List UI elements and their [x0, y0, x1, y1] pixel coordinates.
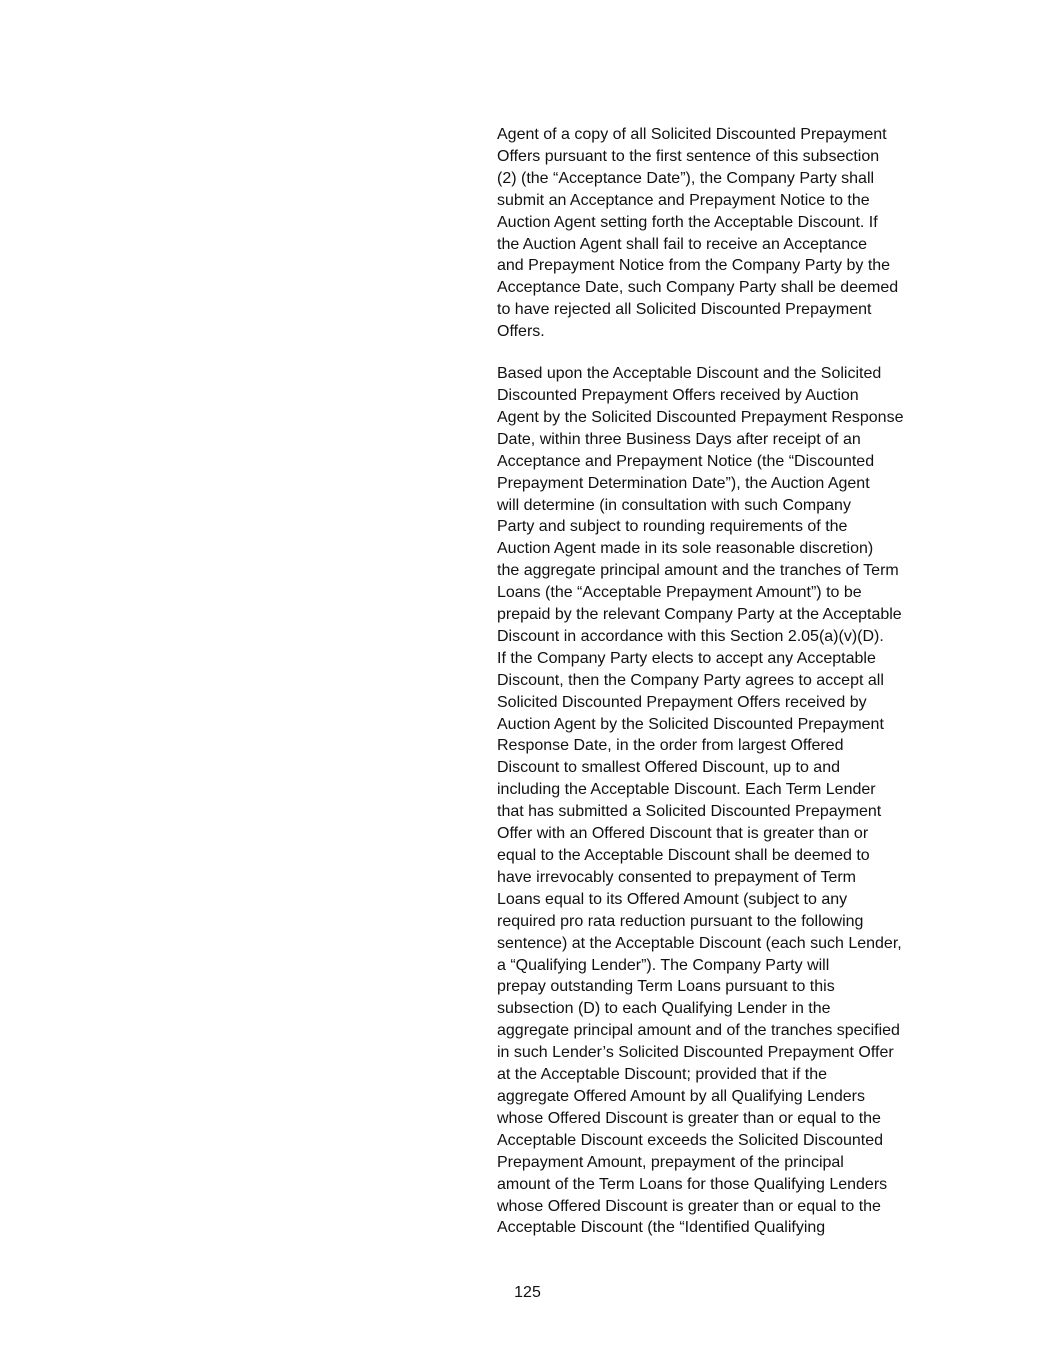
- text-line: Based upon the Acceptable Discount and the Solicited: [497, 365, 882, 383]
- text-line: amount of the Term Loans for those Qualifying Lenders: [497, 1175, 888, 1193]
- text-line: sentence) at the Acceptable Discount (each such Lender,: [497, 934, 902, 952]
- text-line: the aggregate principal amount and the tranches of Term: [497, 562, 899, 580]
- text-line: Acceptance Date, such Company Party shall be deemed: [497, 279, 899, 297]
- text-line: Agent of a copy of all Solicited Discounted Prepayment: [497, 126, 887, 143]
- text-line: Auction Agent by the Solicited Discounted Prepayment: [497, 715, 884, 733]
- text-line: Response Date, in the order from largest Offered: [497, 737, 844, 755]
- text-line: in such Lender’s Solicited Discounted Prepayment Offer: [497, 1044, 894, 1062]
- text-line: Discount in accordance with this Section 2.05(a)(v)(D).: [497, 627, 884, 645]
- text-line: prepaid by the relevant Company Party at the Acceptable: [497, 606, 902, 624]
- text-line: Prepayment Determination Date”), the Auction Agent: [497, 474, 870, 492]
- text-line: have irrevocably consented to prepayment of Term: [497, 868, 857, 886]
- text-line: that has submitted a Solicited Discounted Prepayment: [497, 803, 882, 821]
- text-line: Discounted Prepayment Offers received by Auction: [497, 386, 859, 404]
- text-line: including the Acceptable Discount. Each Term Lender: [497, 781, 876, 799]
- text-line: at the Acceptable Discount; provided that if the: [497, 1066, 827, 1084]
- text-line: equal to the Acceptable Discount shall be deemed to: [497, 847, 870, 864]
- text-line: aggregate principal amount and of the tranches specified: [497, 1022, 900, 1040]
- text-line: the Auction Agent shall fail to receive an Acceptance: [497, 235, 868, 253]
- text-line: required pro rata reduction pursuant to the following: [497, 912, 864, 930]
- page-number: 125: [514, 1284, 541, 1301]
- text-line: and Prepayment Notice from the Company Party by the: [497, 257, 891, 275]
- text-line: Agent by the Solicited Discounted Prepayment Response: [497, 408, 904, 426]
- text-line: prepay outstanding Term Loans pursuant to this: [497, 978, 835, 996]
- text-line: Solicited Discounted Prepayment Offers received by: [497, 693, 867, 711]
- text-line: aggregate Offered Amount by all Qualifying Lenders: [497, 1087, 865, 1105]
- text-line: Loans equal to its Offered Amount (subject to any: [497, 890, 848, 908]
- text-line: Acceptance and Prepayment Notice (the “Discounted: [497, 452, 875, 470]
- text-line: Date, within three Business Days after receipt of an: [497, 430, 861, 448]
- text-line: to have rejected all Solicited Discounted Prepayment: [497, 301, 872, 319]
- text-line: Prepayment Amount, prepayment of the principal: [497, 1153, 844, 1171]
- text-line: Acceptable Discount exceeds the Solicited Discounted: [497, 1131, 883, 1149]
- text-line: (2) (the “Acceptance Date”), the Company Party shall: [497, 169, 875, 187]
- paragraph-acceptable-prepayment: [497, 363, 937, 1239]
- text-line: Offers.: [497, 323, 545, 341]
- text-line: subsection (D) to each Qualifying Lender in the: [497, 1000, 831, 1018]
- text-line: Auction Agent made in its sole reasonable discretion): [497, 540, 874, 558]
- text-line: Loans (the “Acceptable Prepayment Amount”) to be: [497, 584, 862, 602]
- text-line: whose Offered Discount is greater than or equal to the: [497, 1197, 881, 1215]
- text-line: If the Company Party elects to accept any Acceptable: [497, 649, 876, 667]
- text-line: Discount, then the Company Party agrees to accept all: [497, 671, 884, 689]
- text-line: will determine (in consultation with such Company: [497, 496, 851, 514]
- text-line: Auction Agent setting forth the Acceptable Discount. If: [497, 213, 878, 231]
- text-line: Party and subject to rounding requirements of the: [497, 518, 848, 536]
- text-line: Offer with an Offered Discount that is greater than or: [497, 825, 869, 843]
- text-line: Discount to smallest Offered Discount, up to and: [497, 759, 840, 777]
- paragraph-acceptance-date: [497, 124, 937, 343]
- text-line: submit an Acceptance and Prepayment Notice to the: [497, 191, 870, 209]
- text-line: whose Offered Discount is greater than or equal to the: [497, 1109, 881, 1127]
- body-text: [497, 124, 937, 1239]
- text-line: Acceptable Discount (the “Identified Qualifying: [497, 1219, 826, 1237]
- text-line: Offers pursuant to the first sentence of this subsection: [497, 147, 880, 165]
- text-line: a “Qualifying Lender”). The Company Party will: [497, 956, 830, 974]
